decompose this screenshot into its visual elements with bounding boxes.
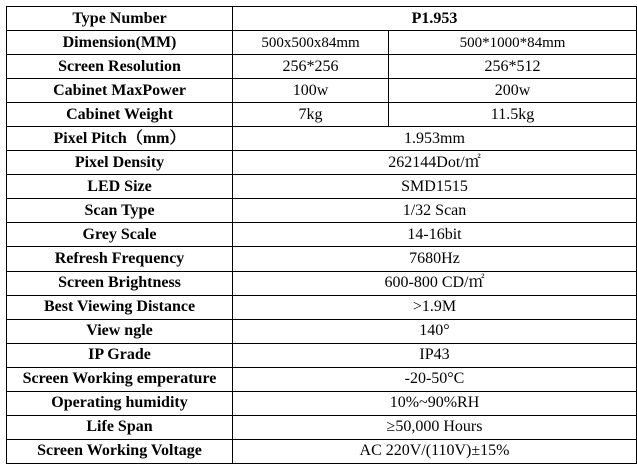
row-label: Scan Type: [7, 199, 233, 223]
row-value-type-number: P1.953: [233, 7, 637, 31]
row-value: 7680Hz: [233, 247, 637, 271]
row-label: View ngle: [7, 319, 233, 343]
row-value: 600-800 CD/㎡: [233, 271, 637, 295]
row-label: Screen Working emperature: [7, 367, 233, 391]
row-label: Operating humidity: [7, 391, 233, 415]
table-row: [7, 7, 637, 31]
table-row: [7, 55, 637, 79]
row-label: Screen Resolution: [7, 55, 233, 79]
row-label: Screen Brightness: [7, 271, 233, 295]
table-row: [7, 151, 637, 175]
row-value: >1.9M: [233, 295, 637, 319]
row-value-a: 100w: [233, 79, 389, 103]
row-value: 10%~90%RH: [233, 391, 637, 415]
row-value-a: 500x500x84mm: [233, 31, 389, 55]
row-value: 140°: [233, 319, 637, 343]
row-label: Pixel Pitch（mm）: [7, 127, 233, 151]
row-label: Screen Working Voltage: [7, 439, 233, 463]
table-row: [7, 103, 637, 127]
row-label-type-number: Type Number: [7, 7, 233, 31]
row-label: Pixel Density: [7, 151, 233, 175]
row-value: SMD1515: [233, 175, 637, 199]
row-value: 1/32 Scan: [233, 199, 637, 223]
row-label: IP Grade: [7, 343, 233, 367]
table-row: [7, 391, 637, 415]
row-value: 1.953mm: [233, 127, 637, 151]
row-label: Refresh Frequency: [7, 247, 233, 271]
row-value: ≥50,000 Hours: [233, 415, 637, 439]
table-row: [7, 319, 637, 343]
row-value-b: 200w: [389, 79, 637, 103]
table-row: [7, 31, 637, 55]
row-label: Cabinet MaxPower: [7, 79, 233, 103]
table-row: [7, 127, 637, 151]
row-value-b: 500*1000*84mm: [389, 31, 637, 55]
table-row: [7, 199, 637, 223]
row-label: Life Span: [7, 415, 233, 439]
row-value: -20-50°C: [233, 367, 637, 391]
row-value-a: 7kg: [233, 103, 389, 127]
row-label: LED Size: [7, 175, 233, 199]
row-label: Cabinet Weight: [7, 103, 233, 127]
table-row: [7, 439, 637, 463]
row-value: 14-16bit: [233, 223, 637, 247]
table-row: [7, 247, 637, 271]
table-row: [7, 79, 637, 103]
table-row: [7, 295, 637, 319]
row-value-b: 256*512: [389, 55, 637, 79]
table-row: [7, 343, 637, 367]
table-row: [7, 271, 637, 295]
table-row: [7, 367, 637, 391]
table-row: [7, 415, 637, 439]
row-value: AC 220V/(110V)±15%: [233, 439, 637, 463]
row-label: Grey Scale: [7, 223, 233, 247]
row-label: Dimension(MM): [7, 31, 233, 55]
row-value-a: 256*256: [233, 55, 389, 79]
row-value-b: 11.5kg: [389, 103, 637, 127]
table-row: [7, 223, 637, 247]
row-value: 262144Dot/㎡: [233, 151, 637, 175]
table-row: [7, 175, 637, 199]
row-label: Best Viewing Distance: [7, 295, 233, 319]
spec-table: [6, 6, 637, 464]
row-value: IP43: [233, 343, 637, 367]
